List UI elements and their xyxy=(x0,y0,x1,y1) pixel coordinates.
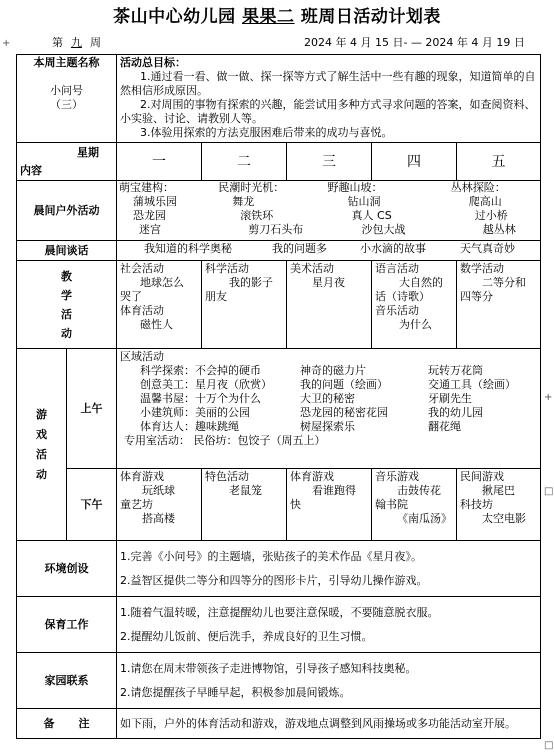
weekly-plan-table xyxy=(16,54,541,739)
date-range: 2024 年 4 月 15 日- — 2024 年 4 月 19 日 xyxy=(304,36,525,49)
pm-label: 下午 xyxy=(67,469,117,541)
care-content: 1.随着气温转暖，注意提醒幼儿也要注意保暖，不要随意脱衣服。 2.提醒幼儿饭前、便后洗手，养成良好的卫生习惯。 xyxy=(117,597,541,653)
morning-outdoor-label: 晨间户外活动 xyxy=(17,181,117,241)
home-label: 家园联系 xyxy=(17,653,117,709)
weekday-header-corner: 星期 内容 xyxy=(17,143,117,181)
care-label: 保育工作 xyxy=(17,597,117,653)
area-activities xyxy=(117,349,541,469)
games-label: 游 戏 活 动 xyxy=(17,349,67,541)
margin-mark: □ xyxy=(544,486,554,497)
margin-mark: + xyxy=(2,38,11,49)
home-content: 1.请您在周末带领孩子走进博物馆，引导孩子感知科技奥秘。 2.请您提醒孩子早睡早起，积极参加晨间锻炼。 xyxy=(117,653,541,709)
teaching-mon: 社会活动 地球怎么 哭了 体育活动 磁性人 xyxy=(117,261,202,349)
margin-mark: □ xyxy=(544,740,554,751)
teaching-tue: 科学活动 我的影子 朋友 xyxy=(202,261,287,349)
day-thu: 四 xyxy=(372,143,457,181)
outdoor-group: 萌宝建构： 蒲城乐园 恐龙园 迷宫 xyxy=(119,181,177,236)
outdoor-group: 丛林探险： 爬高山 过小桥 越丛林 xyxy=(450,181,516,236)
area-row: 创意美工：星月夜（欣赏） 我的问题（绘画） 交通工具（绘画） xyxy=(140,378,516,391)
environment-label: 环境创设 xyxy=(17,541,117,597)
pm-thu: 音乐游戏 击鼓传花 翰书院 《南瓜汤》 xyxy=(372,469,457,541)
title-suffix: 班周日活动计划表 xyxy=(300,7,441,27)
margin-mark: + xyxy=(544,392,553,403)
talk-topic: 天气真奇妙 xyxy=(460,242,515,255)
class-name: 果果二 xyxy=(242,7,295,27)
teaching-fri: 数学活动 二等分和 四等分 xyxy=(457,261,541,349)
remark-label: 备 注 xyxy=(17,709,117,739)
teaching-thu: 语言活动 大自然的 话（诗歌） 音乐活动 为什么 xyxy=(372,261,457,349)
morning-outdoor-content xyxy=(117,181,541,241)
day-tue: 二 xyxy=(202,143,287,181)
environment-content: 1.完善《小问号》的主题墙，张贴孩子的美术作品《星月夜》。 2.益智区提供二等分和四等分的图形卡片，引导幼儿操作游戏。 xyxy=(117,541,541,597)
pm-tue: 特色活动 老鼠笼 xyxy=(202,469,287,541)
am-label: 上午 xyxy=(67,349,117,469)
morning-talk-content xyxy=(117,241,541,261)
pm-wed: 体育游戏 看谁跑得 快 xyxy=(287,469,372,541)
outdoor-group: 民潮时光机： 舞龙 滚铁环 剪刀石头布 xyxy=(218,181,304,236)
area-title: 区域活动 xyxy=(120,350,164,363)
pm-fri: 民间游戏 揪尾巴 科技坊 太空电影 xyxy=(457,469,541,541)
theme-cell: 本周主题名称 小问号 （三） xyxy=(17,55,117,143)
talk-topic: 我的问题多 xyxy=(272,242,327,255)
talk-topic: 我知道的科学奥秘 xyxy=(144,242,232,255)
teaching-wed: 美术活动 星月夜 xyxy=(287,261,372,349)
day-fri: 五 xyxy=(457,143,541,181)
morning-talk-label: 晨间谈话 xyxy=(17,241,117,261)
pm-mon: 体育游戏 玩纸球 童艺坊 搭高楼 xyxy=(117,469,202,541)
page-title xyxy=(0,2,554,27)
teaching-label: 教 学 活 动 xyxy=(17,261,117,349)
special-room: 专用室活动： 民俗坊：包饺子（周五上） xyxy=(124,434,326,447)
area-row: 体育达人：趣味跳绳 树屋探索乐 翻花绳 xyxy=(140,420,461,433)
area-row: 科学探索：不会掉的硬币 神奇的磁力片 玩转万花筒 xyxy=(140,364,483,377)
area-row: 小建筑师：美丽的公园 恐龙园的秘密花园 我的幼儿园 xyxy=(140,406,483,419)
area-row: 温馨书屋：十万个为什么 大卫的秘密 牙刷先生 xyxy=(140,392,472,405)
goals-cell: 活动总目标： 1.通过看一看、做一做、探一探等方式了解生活中一些有趣的现象，知道简单的自然相信形成原因。 2.对周围的事物有探索的兴趣，能尝试用多种方式寻求问题的答案，如查阅资料、小实验、讨论、请教别人等。 3.体验用探索的方法克服困难后带来的成功与喜悦。 xyxy=(117,55,541,143)
school-name: 茶山中心幼儿园 xyxy=(113,7,236,27)
remark-content: 如下雨，户外的体育活动和游戏，游戏地点调整到风雨操场或多功能活动室开展。 xyxy=(117,709,541,739)
day-wed: 三 xyxy=(287,143,372,181)
week-label: 第 九 周 xyxy=(52,36,101,49)
outdoor-group: 野趣山坡： 钻山洞 真人 CS 沙包大战 xyxy=(327,181,406,236)
day-mon: 一 xyxy=(117,143,202,181)
talk-topic: 小水滴的故事 xyxy=(360,242,426,255)
